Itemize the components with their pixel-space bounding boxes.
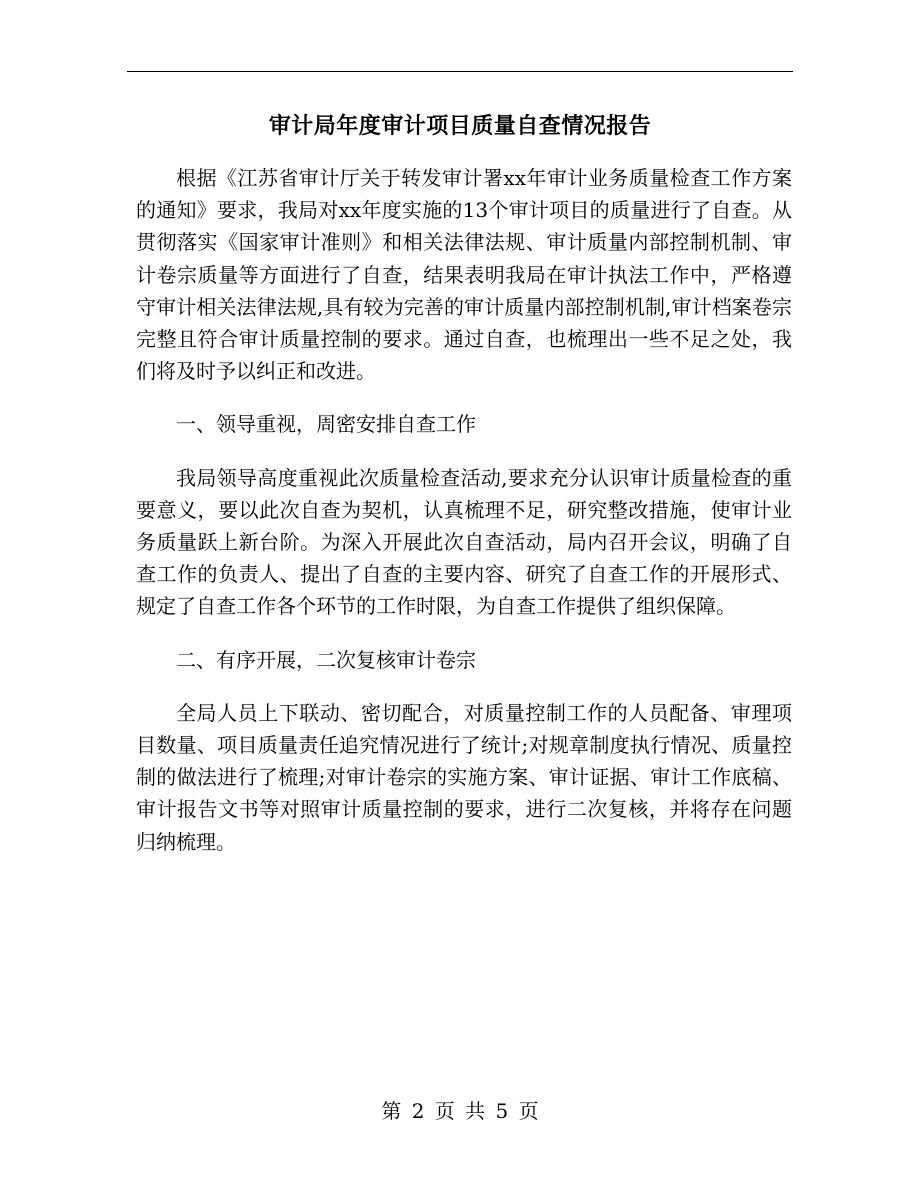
paragraph-intro: 根据《江苏省审计厅关于转发审计署xx年审计业务质量检查工作方案的通知》要求，我局对xx年度实施的13个审计项目的质量进行了自查。从贯彻落实《国家审计准则》和相关法律法规、审计质量内部控制机制、审计卷宗质量等方面进行了自查，结果表明我局在审计执法工作中，严格遵守审计相关法律法规,具有较为完善的审计质量内部控制机制,审计档案卷宗完整且符合审计质量控制的要求。通过自查，也梳理出一些不足之处，我们将及时予以纠正和改进。 bbox=[136, 166, 792, 384]
page-number-footer: 第 2 页 共 5 页 bbox=[381, 1099, 539, 1123]
section-heading-1: 一、领导重视，周密安排自查工作 bbox=[176, 412, 476, 437]
paragraph-section-1: 我局领导高度重视此次质量检查活动,要求充分认识审计质量检查的重要意义，要以此次自查为契机，认真梳理不足，研究整改措施，使审计业务质量跃上新台阶。为深入开展此次自查活动，局内召开会议，明确了自查工作的负责人、提出了自查的主要内容、研究了自查工作的开展形式、规定了自查工作各个环节的工作时限，为自查工作提供了组织保障。 bbox=[136, 465, 792, 619]
paragraph-section-2: 全局人员上下联动、密切配合，对质量控制工作的人员配备、审理项目数量、项目质量责任追究情况进行了统计;对规章制度执行情况、质量控制的做法进行了梳理;对审计卷宗的实施方案、审计证据、审计工作底稿、审计报告文书等对照审计质量控制的要求，进行二次复核，并将存在问题归纳梳理。 bbox=[136, 700, 792, 854]
section-heading-2: 二、有序开展，二次复核审计卷宗 bbox=[176, 647, 476, 672]
document-title: 审计局年度审计项目质量自查情况报告 bbox=[268, 114, 652, 139]
header-rule bbox=[127, 71, 793, 72]
document-body bbox=[136, 162, 792, 879]
